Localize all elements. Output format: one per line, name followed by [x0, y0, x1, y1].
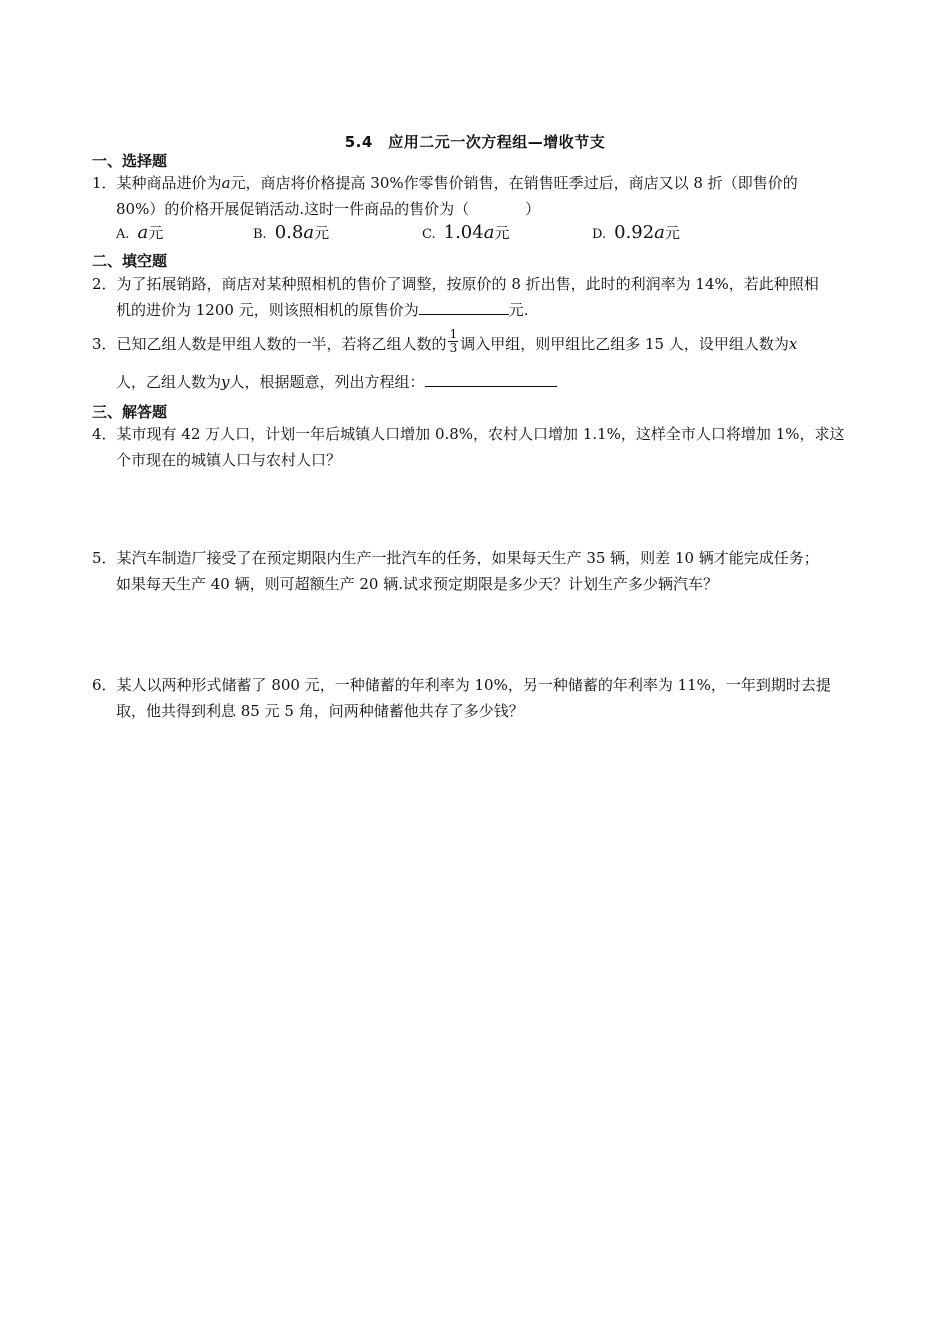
question-3-line-1	[92, 326, 862, 359]
question-3-line-2	[92, 369, 862, 395]
option-unit: 元	[494, 224, 510, 242]
option-letter: A.	[116, 227, 130, 242]
question-text: ）	[525, 200, 541, 218]
question-text: 人，根据题意，列出方程组：	[229, 372, 425, 391]
option-variable: a	[303, 222, 315, 243]
option-unit: 元	[148, 224, 164, 242]
question-4-line-1	[92, 421, 862, 447]
option-d[interactable]	[592, 222, 680, 243]
question-text: 人，乙组人数为	[116, 372, 222, 391]
option-letter: D.	[592, 227, 607, 242]
option-variable: a	[137, 222, 149, 243]
fraction-one-third	[448, 328, 460, 355]
question-text: 机的进价为 1200 元，则该照相机的原售价为	[116, 301, 419, 319]
question-text: 80%）的价格开展促销活动.这时一件商品的售价为（	[116, 200, 470, 218]
page-title: 5.4 应用二元一次方程组—增收节支	[344, 133, 606, 151]
question-2	[92, 271, 862, 323]
question-text: 某人以两种形式储蓄了 800 元，一种储蓄的年利率为 10%，另一种储蓄的年利率为 11%，一年到期时去提	[116, 676, 831, 694]
option-variable: a	[654, 222, 665, 243]
fraction-denominator: 3	[449, 340, 458, 355]
question-number: 2．	[92, 275, 117, 293]
section-heading-fill: 二、填空题	[92, 252, 168, 270]
question-1-line-1	[92, 170, 862, 196]
question-number: 5．	[92, 549, 117, 567]
question-4-line-2	[92, 447, 862, 473]
question-text: 元，商店将价格提高 30%作零售价销售，在销售旺季过后，商店又以 8 折（即售价的	[230, 174, 798, 192]
question-text: 为了拓展销路，商店对某种照相机的售价了调整，按原价的 8 折出售，此时的利润率为 14%，若此种照相	[116, 275, 819, 293]
option-unit: 元	[314, 224, 330, 242]
question-1-options	[116, 222, 816, 248]
question-text: 取，他共得到利息 85 元 5 角，问两种储蓄他共存了多少钱？	[116, 702, 524, 720]
question-number: 1．	[92, 174, 117, 192]
question-number: 6．	[92, 676, 117, 694]
question-6-line-2	[92, 698, 862, 724]
question-6	[92, 672, 862, 724]
option-a[interactable]	[116, 222, 163, 243]
question-5-line-2	[92, 571, 862, 597]
section-heading-choice: 一、选择题	[92, 152, 168, 170]
fraction-numerator: 1	[449, 326, 458, 341]
question-number: 3．	[92, 335, 117, 353]
question-5	[92, 545, 862, 597]
option-number: 0.92	[614, 222, 655, 243]
option-number: 0.8	[274, 222, 304, 243]
option-b[interactable]	[253, 222, 329, 243]
question-2-line-2	[92, 297, 862, 323]
question-1-line-2	[92, 196, 862, 222]
question-text: 个市现在的城镇人口与农村人口？	[116, 451, 342, 469]
section-heading-answer: 三、解答题	[92, 403, 168, 421]
question-4	[92, 421, 862, 473]
question-3	[92, 326, 862, 395]
question-5-line-1	[92, 545, 862, 571]
option-letter: B.	[253, 227, 267, 242]
option-unit: 元	[664, 224, 680, 242]
option-number: 1.04	[443, 222, 484, 243]
question-text: 如果每天生产 40 辆，则可超额生产 20 辆.试求预定期限是多少天？计划生产多少辆汽车？	[116, 575, 719, 593]
question-text: 某种商品进价为	[116, 174, 222, 192]
question-6-line-1	[92, 672, 862, 698]
option-c[interactable]	[422, 222, 509, 243]
answer-blank[interactable]	[419, 300, 509, 315]
option-letter: C.	[422, 227, 436, 242]
variable-x: x	[788, 335, 798, 353]
option-variable: a	[483, 222, 495, 243]
question-text: 已知乙组人数是甲组人数的一半，若将乙组人数的	[116, 335, 447, 353]
answer-blank[interactable]	[425, 372, 557, 387]
question-text: 调入甲组，则甲组比乙组多 15 人，设甲组人数为	[460, 335, 789, 353]
variable-a: a	[221, 174, 231, 192]
question-1	[92, 170, 862, 222]
variable-y: y	[221, 372, 230, 391]
question-text: 元.	[508, 301, 529, 319]
question-2-line-1	[92, 271, 862, 297]
question-number: 4．	[92, 425, 117, 443]
question-text: 某汽车制造厂接受了在预定期限内生产一批汽车的任务，如果每天生产 35 辆，则差 10 辆才能完成任务；	[116, 549, 819, 567]
question-text: 某市现有 42 万人口，计划一年后城镇人口增加 0.8%，农村人口增加 1.1%，这样全市人口将增加 1%，求这	[116, 425, 845, 443]
